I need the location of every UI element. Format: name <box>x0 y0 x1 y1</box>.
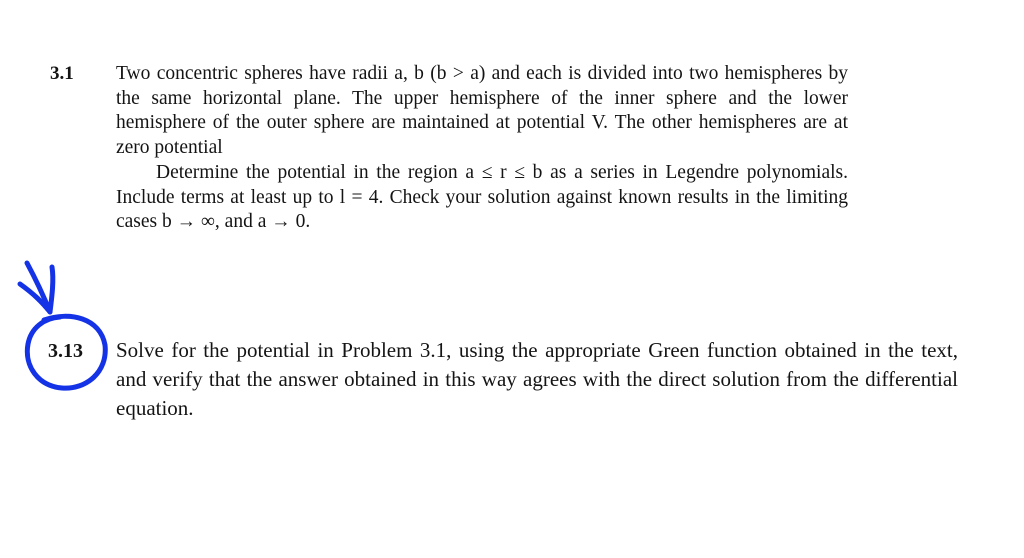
check-mark-tail-icon <box>20 284 50 312</box>
problem-3-1-paragraph-2: Determine the potential in the region a ≤ r ≤ b as a series in Legendre polynomials. Include terms at least up to l = 4. Check your solution against known results in the limiting cases b → ∞, and a → 0. <box>116 161 848 233</box>
check-mark-icon <box>27 263 53 312</box>
problem-3-13-paragraph: Solve for the potential in Problem 3.1, using the appropriate Green function obtained in the text, and verify that the answer obtained in this way agrees with the direct solution from the differential equation. <box>116 338 958 420</box>
problem-3-1-text <box>116 62 848 235</box>
problem-number-3-13: 3.13 <box>48 340 83 362</box>
problem-number-3-1: 3.1 <box>50 63 74 84</box>
problem-3-1-paragraph-1: Two concentric spheres have radii a, b (b > a) and each is divided into two hemispheres by the same horizontal plane. The upper hemisphere of the inner sphere and the lower hemisphere of the outer sphere are maintained at potential V. The other hemispheres are at zero potential <box>116 63 848 159</box>
problem-3-13-text <box>116 336 958 423</box>
